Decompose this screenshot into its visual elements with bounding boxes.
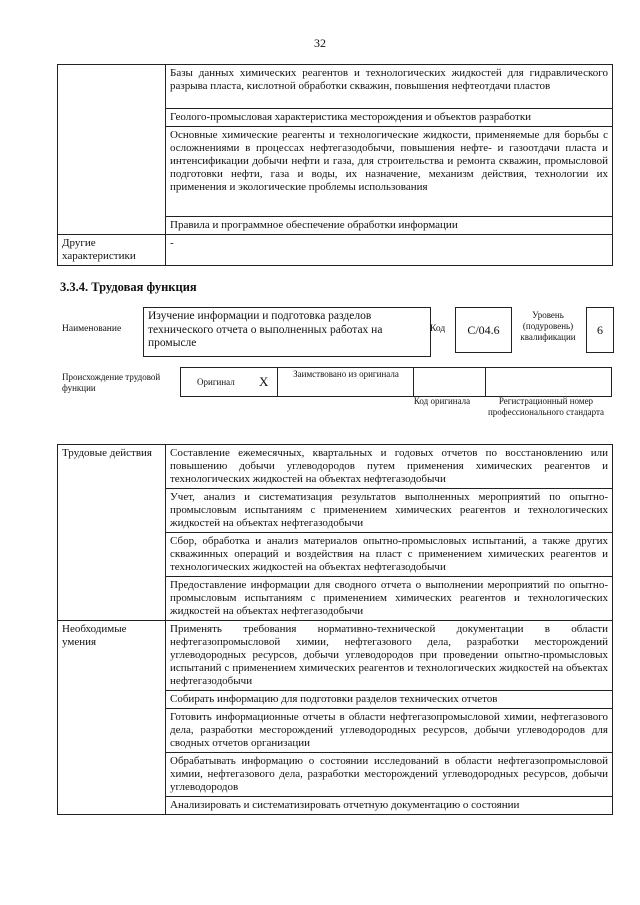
original-label: Оригинал	[197, 377, 235, 387]
knowledge-table	[57, 64, 613, 266]
function-table	[57, 444, 613, 815]
table-cell: Составление ежемесячных, квартальных и годовых отчетов по восстановлению или повышению добычи углеводородов путем применения химических реагентов и технологических жидкостей на объектах нефтегазодобычи	[166, 445, 613, 489]
row-label-empty	[58, 65, 166, 235]
table-cell: Базы данных химических реагентов и технологических жидкостей для гидравлического разрыва пласта, кислотной обработки скважин, повышения нефтеотдачи пластов	[166, 65, 613, 109]
level-label: Уровень (подуровень) квалификации	[520, 310, 576, 342]
code-label: Код	[430, 324, 446, 334]
row-label-other: Другие характеристики	[58, 235, 166, 266]
original-mark: X	[259, 374, 269, 389]
function-name: Изучение информации и подготовка разделов технического отчета о выполненных работах на промысле	[143, 307, 431, 357]
table-cell: Правила и программное обеспечение обработки информации	[166, 217, 613, 235]
table-cell: Применять требования нормативно-технической документации в области нефтегазопромысловой химии, нефтегазового дела, разработки месторождений углеводородных ресурсов, добычи углеводородов при проведении опытно-промысловых испытаний с применением химических реагентов и технологических жидкостей на объектах нефтегазодобычи	[166, 621, 613, 691]
divider	[413, 368, 414, 396]
section-title: 3.3.4. Трудовая функция	[60, 280, 197, 294]
borrowed-label: Заимствовано из оригинала	[293, 369, 399, 379]
table-cell: Сбор, обработка и анализ материалов опытно-промысловых испытаний, а также других скважинных операций и воздействия на пласт с применением химических реагентов и технологических жидкостей на объектах нефтегазодобычи	[166, 533, 613, 577]
table-cell: -	[166, 235, 613, 266]
actions-label: Трудовые действия	[58, 445, 166, 621]
name-label: Наименование	[62, 324, 122, 334]
level-value: 6	[586, 307, 614, 353]
origin-label: Происхождение трудовой функции	[62, 372, 161, 393]
origin-row	[180, 367, 612, 397]
divider	[277, 368, 278, 396]
page-number: 32	[314, 36, 326, 50]
table-cell: Анализировать и систематизировать отчетную документацию о состоянии	[166, 797, 613, 815]
table-cell: Обрабатывать информацию о состоянии исследований в области нефтегазопромысловой химии, нефтегазового дела, разработки месторождений углеводородных ресурсов, добычи углеводородов	[166, 753, 613, 797]
table-cell: Учет, анализ и систематизация результатов выполненных мероприятий по опытно-промысловым испытаниям с применением химических реагентов и технологических жидкостей на объектах нефтегазодобычи	[166, 489, 613, 533]
code-caption: Код оригинала	[413, 396, 471, 406]
divider	[485, 368, 486, 396]
table-cell: Собирать информацию для подготовки разделов технических отчетов	[166, 691, 613, 709]
reg-caption: Регистрационный номер профессионального стандарта	[487, 396, 605, 417]
table-cell: Основные химические реагенты и технологические жидкости, применяемые для борьбы с осложнениями в процессах нефтегазодобычи, повышения нефте- и газоотдачи пласта и интенсификации добычи нефти и газа, для строительства и ремонта скважин, промысловой подготовки нефти, газа и воды, их назначение, механизм действия, технологии их применения и экологические проблемы использования	[166, 127, 613, 217]
table-cell: Геолого-промысловая характеристика месторождения и объектов разработки	[166, 109, 613, 127]
code-value: С/04.6	[455, 307, 512, 353]
table-cell: Предоставление информации для сводного отчета о выполнении мероприятий по опытно-промысловым испытаниям с применением химических реагентов и технологических жидкостей на объектах нефтегазодобычи	[166, 577, 613, 621]
skills-label: Необходимые умения	[58, 621, 166, 815]
table-cell: Готовить информационные отчеты в области нефтегазопромысловой химии, нефтегазового дела, разработки месторождений углеводородных ресурсов, добычи углеводородов для сводных отчетов организации	[166, 709, 613, 753]
